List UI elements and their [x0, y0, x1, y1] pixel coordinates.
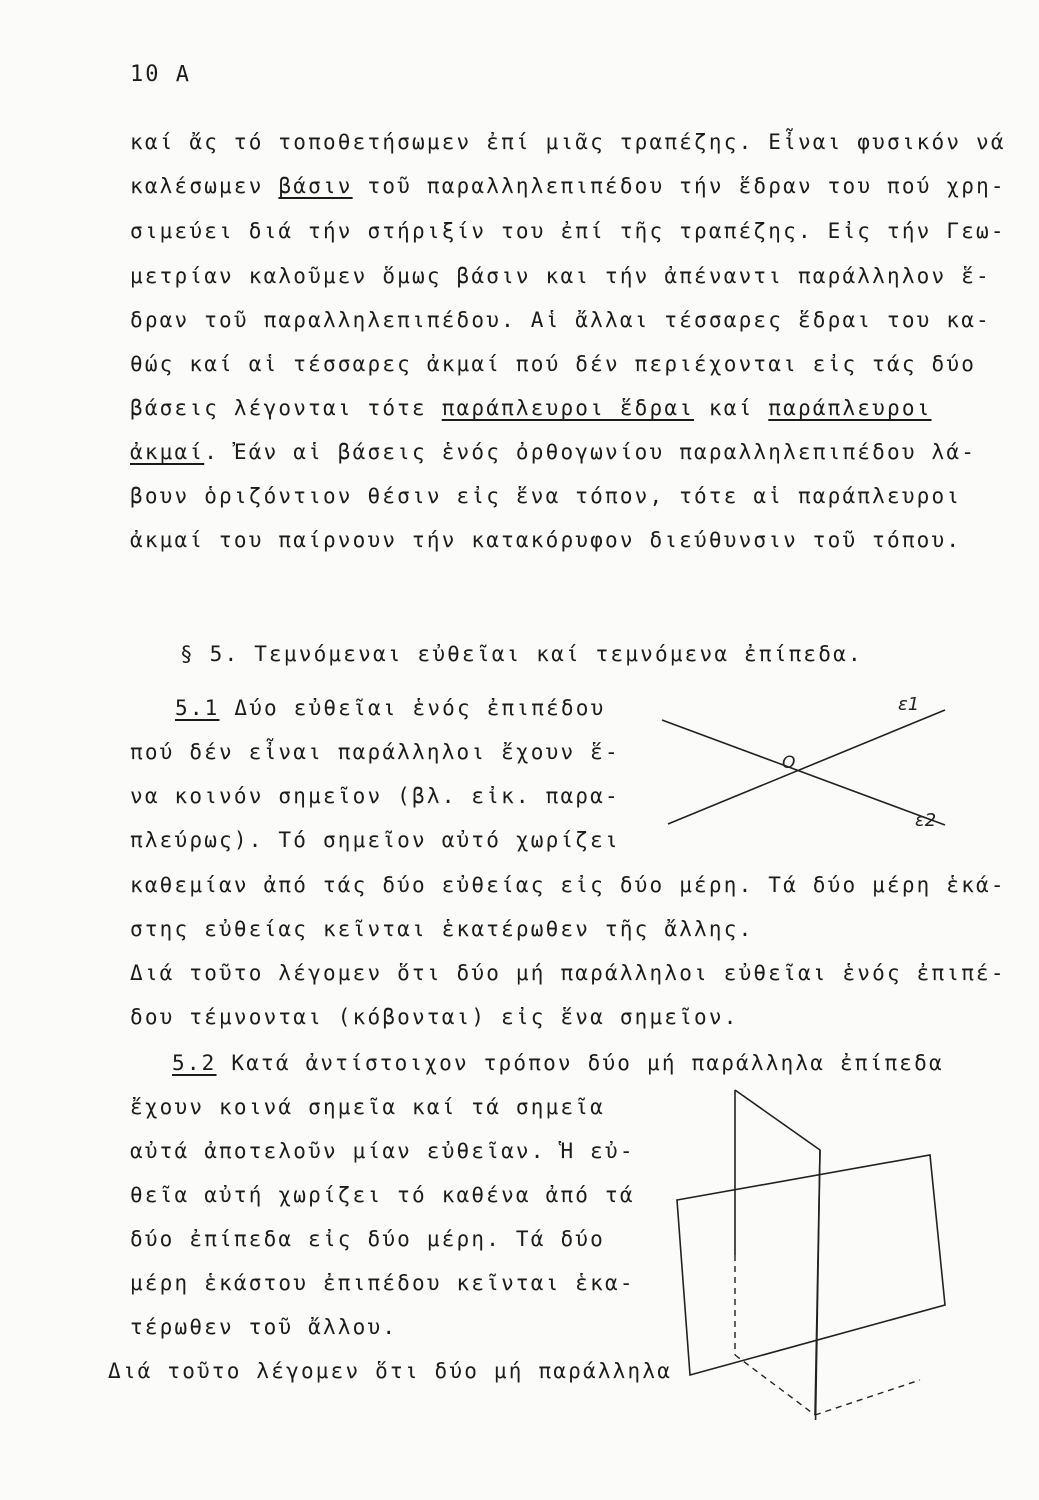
text-fragment: βάσεις λέγονται τότε [130, 396, 442, 420]
text-line: Διά τοῦτο λέγομεν ὅτι δύο μή παράλληλοι εὐθεῖαι ἑνός ἐπιπέ- [130, 961, 1006, 985]
text-line: αὐτά ἀποτελοῦν μίαν εὐθεῖαν. Ἡ εὐ- [130, 1139, 635, 1163]
text-line: θώς καί αἱ τέσσαρες ἀκμαί πού δέν περιέχονται εἰς τάς δύο [130, 352, 977, 376]
term-edges: ἀκμαί [130, 440, 205, 464]
text-line: Διά τοῦτο λέγομεν ὅτι δύο μή παράλληλα [108, 1359, 673, 1383]
text-line: καθεμίαν ἀπό τάς δύο εὐθείας εἰς δύο μέρη. Τά δύο μέρη ἑκά- [130, 873, 1006, 897]
intersection-line [815, 1150, 820, 1415]
text-fragment: Δύο εὐθεῖαι ἑνός ἐπιπέδου [219, 696, 606, 720]
plane-vertical-edge [735, 1090, 820, 1420]
text-line: τέρωθεν τοῦ ἄλλου. [130, 1315, 398, 1339]
plane-front [677, 1155, 945, 1375]
text-line: δύο ἐπίπεδα εἰς δύο μέρη. Τά δύο [130, 1227, 605, 1251]
text-line: στης εὐθείας κεῖνται ἑκατέρωθεν τῆς ἄλλης. [130, 917, 754, 941]
label-e1: ε1 [898, 694, 920, 715]
text-fragment: . Ἐάν αἱ βάσεις ἑνός ὀρθογωνίου παραλληλεπιπέδου λά- [204, 440, 977, 464]
text-line [130, 394, 932, 422]
text-line: ἔχουν κοινά σημεῖα καί τά σημεῖα [130, 1095, 605, 1119]
text-fragment: καί [694, 396, 769, 420]
intersecting-planes-figure [660, 1080, 960, 1420]
text-line: ἀκμαί του παίρνουν τήν κατακόρυφον διεύθυνσιν τοῦ τόπου. [130, 528, 962, 552]
text-fragment: τοῦ παραλληλεπιπέδου τήν ἕδραν του πού χρη- [352, 174, 1006, 198]
page-number: 10 Α [130, 62, 191, 87]
section-heading: § 5. Τεμνόμεναι εὐθεῖαι καί τεμνόμενα ἐπίπεδα. [180, 642, 863, 666]
text-line: βουν ὁριζόντιον θέσιν εἰς ἕνα τόπον, τότε αἱ παράπλευροι [130, 484, 962, 508]
text-line: να κοινόν σημεῖον (βλ. εἰκ. παρα- [130, 784, 620, 808]
term-lateral-faces: παράπλευροι ἕδραι [441, 396, 695, 420]
text-line [130, 172, 1006, 200]
subsection-number: 5.2 [172, 1051, 217, 1075]
text-line: θεῖα αὐτή χωρίζει τό καθένα ἀπό τά [130, 1183, 635, 1207]
subsection-number: 5.1 [175, 696, 220, 720]
text-line [172, 1049, 944, 1077]
text-line: δραν τοῦ παραλληλεπιπέδου. Αἱ ἄλλαι τέσσαρες ἕδραι του κα- [130, 308, 991, 332]
text-line: μέρη ἑκάστου ἐπιπέδου κεῖνται ἑκα- [130, 1271, 635, 1295]
line-e2 [668, 710, 945, 824]
text-line: καί ἄς τό τοποθετήσωμεν ἐπί μιᾶς τραπέζης. Εἶναι φυσικόν νά [130, 130, 1006, 154]
text-fragment: Κατά ἀντίστοιχον τρόπον δύο μή παράλληλα ἐπίπεδα [216, 1051, 944, 1075]
text-line: μετρίαν καλοῦμεν ὅμως βάσιν και τήν ἀπέναντι παράλληλον ἕ- [130, 264, 991, 288]
term-lateral: παράπλευροι [768, 396, 932, 420]
intersecting-lines-figure [650, 690, 970, 840]
label-e2: ε2 [915, 810, 937, 831]
text-line: δου τέμνονται (κόβονται) εἰς ἕνα σημεῖον. [130, 1005, 739, 1029]
text-line: πλεύρως). Τό σημεῖον αὐτό χωρίζει [130, 828, 620, 852]
label-o: Ο [782, 753, 796, 773]
text-line [130, 438, 976, 466]
hidden-edge-bottom [735, 1355, 815, 1415]
term-basis: βάσιν [278, 174, 353, 198]
text-line: σιμεύει διά τήν στήριξίν του ἐπί τῆς τραπέζης. Εἰς τήν Γεω- [130, 219, 1006, 243]
text-line [175, 694, 605, 722]
hidden-edge-right [815, 1380, 920, 1415]
text-fragment: καλέσωμεν [130, 174, 279, 198]
text-line: πού δέν εἶναι παράλληλοι ἔχουν ἕ- [130, 740, 620, 764]
